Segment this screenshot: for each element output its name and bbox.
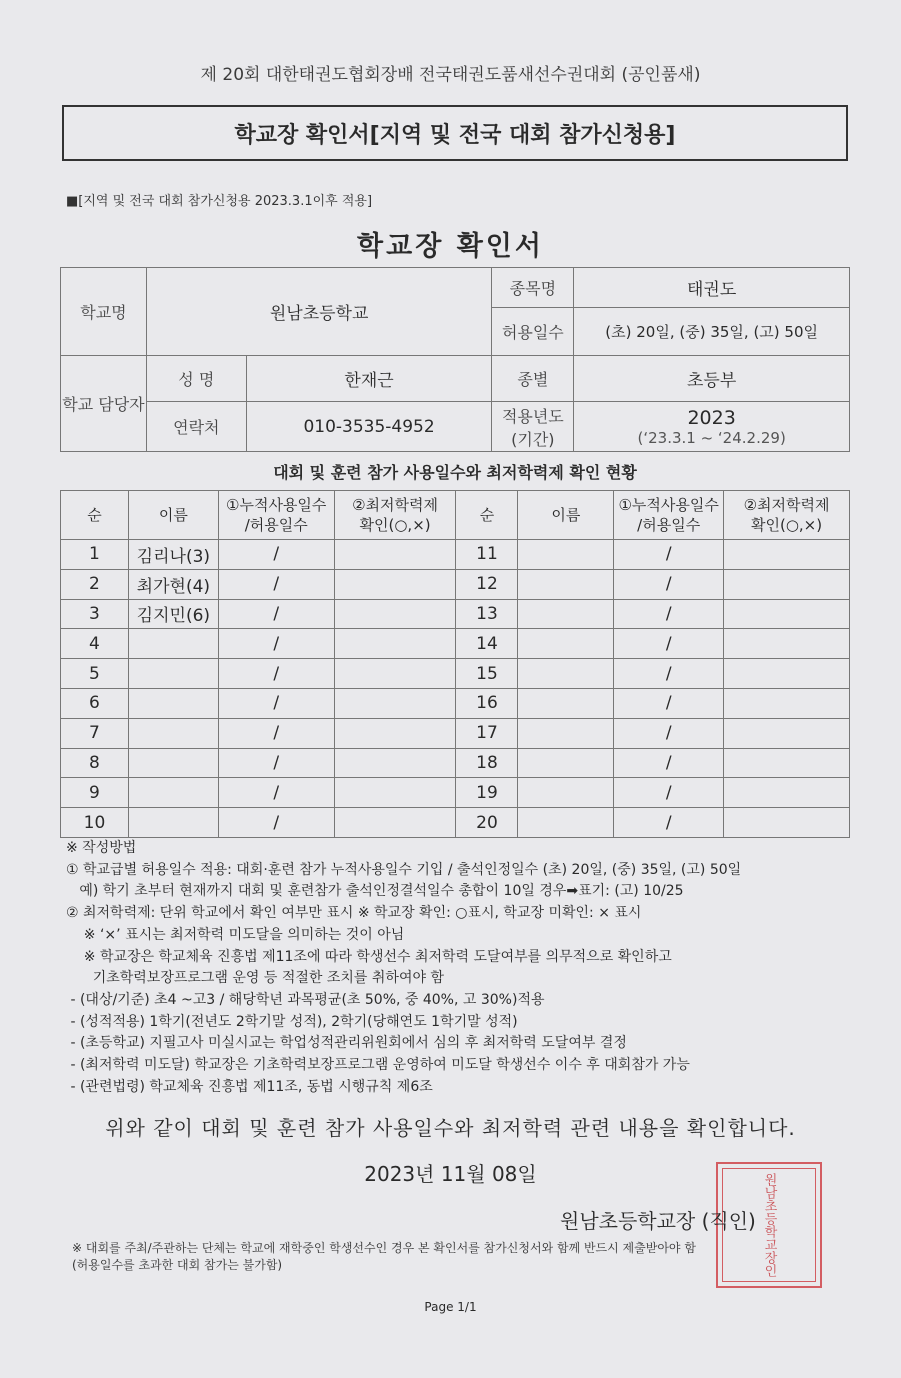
row-no-2: 18 [456,748,518,778]
manager-label: 학교 담당자 [61,356,147,452]
year-label: 적용년도 (기간) [492,402,574,452]
row-days: / [218,569,334,599]
row-check [334,629,456,659]
table-row [61,778,850,808]
row-check-2 [724,629,850,659]
row-check-2 [724,748,850,778]
col-days-line1: ①누적사용일수 [226,496,327,514]
instruction-line: - (초등학교) 지필고사 미실시교는 학업성적관리위원회에서 심의 후 최저학력 도달여부 결정 [66,1035,627,1052]
name-label: 성 명 [146,356,246,402]
row-check-2 [724,778,850,808]
page-number: Page 1/1 [424,1300,477,1314]
instruction-line: - (성적적용) 1학기(전년도 2학기말 성적), 2학기(당해연도 1학기말 성적) [66,1013,518,1030]
row-days: / [218,540,334,570]
instruction-line: ※ 작성방법 [66,840,137,856]
row-no-2: 19 [456,778,518,808]
row-name [128,748,218,778]
col-check-2-line2: 확인(○,×) [750,516,823,534]
row-days-2: / [614,778,724,808]
row-no: 9 [61,778,129,808]
row-days-2: / [614,748,724,778]
col-check-2 [724,491,850,540]
col-no-2: 순 [456,491,518,540]
row-check [334,748,456,778]
col-check-2-line1: ②최저학력제 [743,496,830,514]
row-check [334,540,456,570]
row-no: 7 [61,718,129,748]
event-label: 종목명 [492,268,574,308]
contact-value: 010-3535-4952 [246,402,492,452]
row-name-2 [518,808,614,838]
row-days-2: / [614,540,724,570]
footnote-line-2: (허용일수를 초과한 대회 참가는 불가함) [72,1258,283,1272]
row-days: / [218,599,334,629]
seal-text: 원남초등학교장인 [722,1168,816,1282]
year-cell [574,402,850,452]
instruction-line: - (관련법령) 학교체육 진흥법 제11조, 동법 시행규칙 제6조 [66,1078,433,1095]
row-check [334,718,456,748]
instruction-line: - (대상/기준) 초4 ~고3 / 해당학년 과목평균(초 50%, 중 40%, 고 30%)적용 [66,991,545,1008]
footnote [72,1240,696,1274]
row-days-2: / [614,688,724,718]
year-period: (‘23.3.1 ~ ‘24.2.29) [637,428,786,447]
row-name-2 [518,629,614,659]
col-days-2-line2: /허용일수 [637,516,701,534]
col-name: 이름 [128,491,218,540]
row-days: / [218,659,334,689]
row-name-2 [518,569,614,599]
col-name-2: 이름 [518,491,614,540]
row-name-2 [518,688,614,718]
row-no-2: 16 [456,688,518,718]
instruction-line: 예) 학기 초부터 현재까지 대회 및 훈련참가 출석인정결석일수 총합이 10일 경우➡표기: (고) 10/25 [66,883,684,900]
school-name: 원남초등학교 [146,268,492,356]
status-title: 대회 및 훈련 참가 사용일수와 최저학력제 확인 현황 [273,463,637,482]
category-label: 종별 [492,356,574,402]
row-no: 5 [61,659,129,689]
row-name-2 [518,718,614,748]
competition-title: 제 20회 대한태권도협회장배 전국태권도품새선수권대회 (공인품새) [200,65,701,85]
row-check-2 [724,659,850,689]
col-days [218,491,334,540]
col-days-2 [614,491,724,540]
row-name: 김리나(3) [128,540,218,570]
row-no: 2 [61,569,129,599]
instruction-line: - (최저학력 미도달) 학교장은 기초학력보장프로그램 운영하여 미도달 학생선수 이수 후 대회참가 가능 [66,1057,690,1074]
row-name-2 [518,599,614,629]
row-no-2: 12 [456,569,518,599]
table-row [61,540,850,570]
instruction-line: ※ 학교장은 학교체육 진흥법 제11조에 따라 학생선수 최저학력 도달여부를 의무적으로 확인하고 [66,948,672,965]
row-days-2: / [614,629,724,659]
row-no-2: 11 [456,540,518,570]
row-name [128,629,218,659]
row-check [334,778,456,808]
category-value: 초등부 [574,356,850,402]
row-days: / [218,748,334,778]
col-check [334,491,456,540]
row-name-2 [518,540,614,570]
instruction-line: ② 최저학력제: 단위 학교에서 확인 여부만 표시 ※ 학교장 확인: ○표시, 학교장 미확인: × 표시 [66,905,642,922]
row-no-2: 17 [456,718,518,748]
row-check [334,599,456,629]
row-name-2 [518,778,614,808]
row-check-2 [724,569,850,599]
allowed-days-value: (초) 20일, (중) 35일, (고) 50일 [574,308,850,356]
instruction-line: ① 학교급별 허용일수 적용: 대회·훈련 참가 누적사용일수 기입 / 출석인정일수 (초) 20일, (중) 35일, (고) 50일 [66,861,742,878]
row-check-2 [724,599,850,629]
footnote-line-1: ※ 대회를 주최/주관하는 단체는 학교에 재학중인 학생선수인 경우 본 확인서를 참가신청서와 함께 반드시 제출받아야 함 [72,1241,696,1255]
confirmation-statement: 위와 같이 대회 및 훈련 참가 사용일수와 최저학력 관련 내용을 확인합니다. [105,1116,796,1140]
event-value: 태권도 [574,268,850,308]
row-check [334,659,456,689]
row-days: / [218,718,334,748]
row-no: 8 [61,748,129,778]
instruction-line: 기초학력보장프로그램 운영 등 적절한 조치를 취하여야 함 [66,970,444,987]
row-check [334,688,456,718]
info-table [60,267,850,452]
row-days-2: / [614,599,724,629]
table-row [61,629,850,659]
allowed-days-label: 허용일수 [492,308,574,356]
col-check-line2: 확인(○,×) [359,516,431,534]
table-row [61,599,850,629]
manager-name: 한재근 [246,356,492,402]
table-row [61,569,850,599]
col-days-2-line1: ①누적사용일수 [618,496,719,514]
row-name [128,688,218,718]
signer: 원남초등학교장 (직인) [560,1209,756,1233]
col-no: 순 [61,491,129,540]
form-title: 학교장 확인서[지역 및 전국 대회 참가신청용] [234,122,676,148]
year-value: 2023 [687,406,736,429]
col-check-line1: ②최저학력제 [352,496,438,514]
row-days-2: / [614,659,724,689]
row-check-2 [724,540,850,570]
row-name [128,778,218,808]
row-no: 4 [61,629,129,659]
table-row [61,659,850,689]
row-check [334,569,456,599]
row-name [128,808,218,838]
contact-label: 연락처 [146,402,246,452]
row-days: / [218,778,334,808]
table-row [61,748,850,778]
row-no: 10 [61,808,129,838]
participation-rows [61,540,850,838]
row-name-2 [518,659,614,689]
row-name [128,659,218,689]
row-no-2: 14 [456,629,518,659]
instruction-line: ※ ‘×’ 표시는 최저학력 미도달을 의미하는 것이 아님 [66,926,405,943]
row-days-2: / [614,718,724,748]
row-days: / [218,808,334,838]
row-check-2 [724,718,850,748]
table-row [61,808,850,838]
row-name: 김지민(6) [128,599,218,629]
col-days-line2: /허용일수 [244,516,308,534]
school-label: 학교명 [61,268,147,356]
issue-date: 2023년 11월 08일 [364,1162,537,1186]
row-days: / [218,688,334,718]
row-no: 3 [61,599,129,629]
row-days: / [218,629,334,659]
row-name [128,718,218,748]
row-no-2: 15 [456,659,518,689]
row-days-2: / [614,808,724,838]
row-name: 최가현(4) [128,569,218,599]
row-no-2: 20 [456,808,518,838]
row-no: 1 [61,540,129,570]
row-no: 6 [61,688,129,718]
table-row [61,718,850,748]
form-title-box [62,105,848,161]
row-name-2 [518,748,614,778]
table-row [61,688,850,718]
row-check [334,808,456,838]
row-days-2: / [614,569,724,599]
row-check-2 [724,808,850,838]
participation-table [60,490,850,838]
applicability-note: ■[지역 및 전국 대회 참가신청용 2023.3.1이후 적용] [66,194,373,209]
row-no-2: 13 [456,599,518,629]
instructions [66,838,856,1098]
document-title: 학교장 확인서 [357,231,544,262]
row-check-2 [724,688,850,718]
